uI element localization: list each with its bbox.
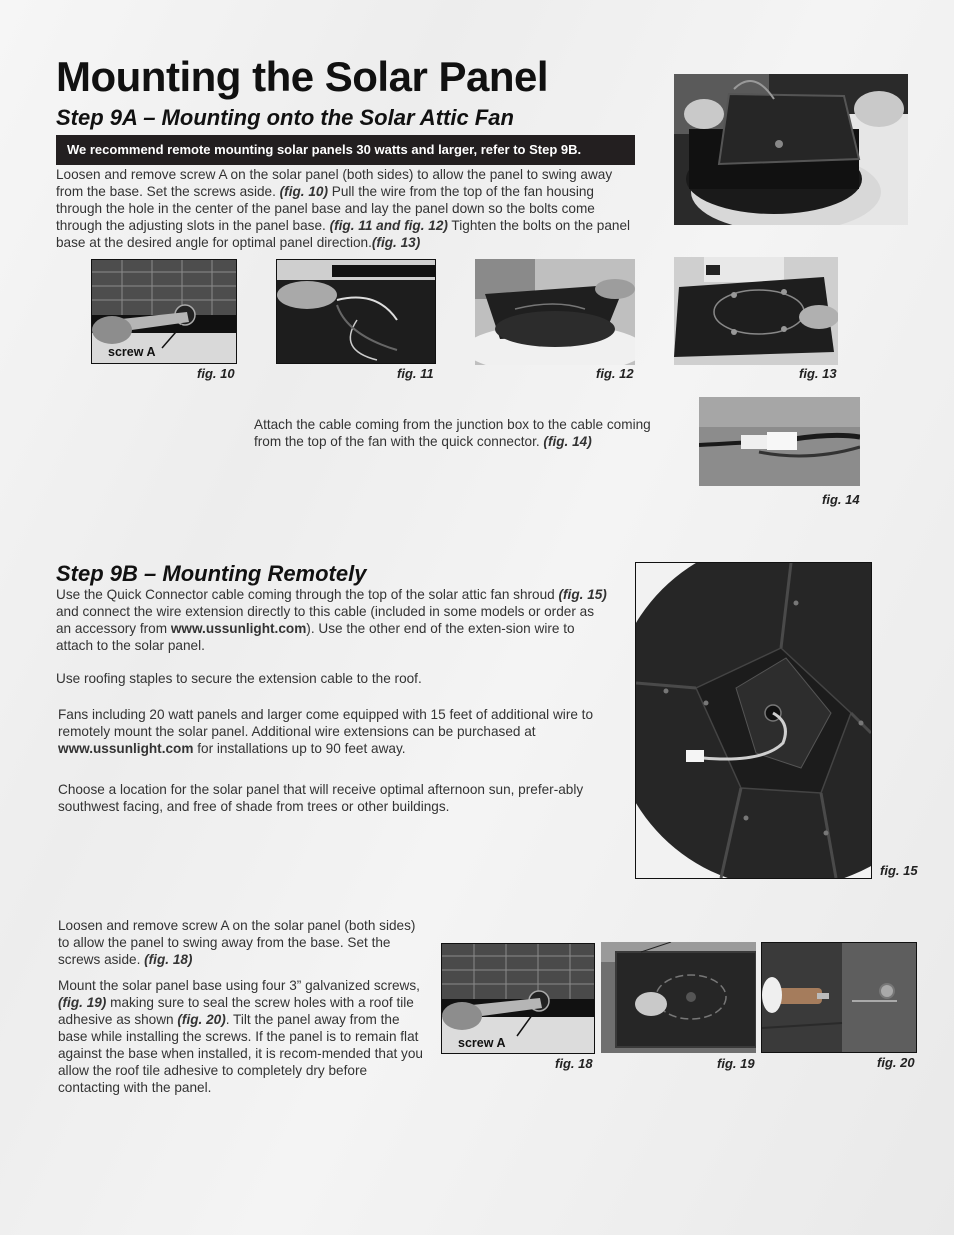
step-9a-instructions: Loosen and remove screw A on the solar panel (both sides) to allow the panel to swing away from the base. Set the screws aside. (fig. 10) Pull the wire from the top of the fan housing through the hole in the center of the panel base and lay the panel down so the bolts come through the adjusting slots in the panel base. (fig. 11 and fig. 12) Tighten the bolts on the panel base at the desired angle for optimal panel direction.(fig. 13) (56, 167, 631, 250)
mount-base-screws-illustration (601, 942, 756, 1053)
bottom-paragraph-1: Loosen and remove screw A on the solar panel (both sides) to allow the panel to swing away from the base. Set the screws aside. (fig. 18) (58, 918, 416, 967)
fig-ref: (fig. 20) (177, 1012, 226, 1027)
step-9a-heading: Step 9A – Mounting onto the Solar Attic Fan (56, 105, 514, 130)
fig-10-caption: fig. 10 (197, 366, 235, 381)
panel-base-illustration (475, 259, 635, 365)
fig-ref: (fig. 11 and fig. 12) (329, 218, 448, 233)
step-9b-heading: Step 9B – Mounting Remotely (56, 561, 367, 586)
fig-14-photo (699, 397, 860, 486)
quick-connector-instructions: Attach the cable coming from the junction box to the cable coming from the top of the fan with the quick connector. (fig. 14) (254, 417, 651, 449)
step-9b-paragraph-2: Use roofing staples to secure the extension cable to the roof. (56, 671, 422, 686)
fig-ref: (fig. 19) (58, 995, 107, 1010)
step-9b-paragraph-4: Choose a location for the solar panel that will receive optimal afternoon sun, prefer-ably southwest facing, and free of shade from trees or other buildings. (58, 782, 584, 814)
fig-19-photo (601, 942, 756, 1053)
fig-18-photo (441, 943, 595, 1054)
website-link[interactable]: www.ussunlight.com (58, 741, 194, 756)
screw-a-label: screw A (108, 345, 156, 359)
fig-10-photo (91, 259, 237, 364)
fig-15-caption: fig. 15 (880, 863, 918, 878)
screw-a-label: screw A (458, 1036, 506, 1050)
wire-pull-illustration (277, 260, 436, 364)
fig-11-photo (276, 259, 436, 364)
fan-housing-photo (674, 74, 908, 225)
fan-shroud-top-illustration (636, 563, 871, 878)
fig-ref: (fig. 18) (144, 952, 193, 967)
fig-20-photo (761, 942, 917, 1053)
step-9b-paragraph-3: Fans including 20 watt panels and larger come equipped with 15 feet of additional wire to remotely mount the solar panel. Additional wire extensions can be purchased at www.ussunlight.com for installations up to 90 feet away. (58, 707, 594, 756)
quick-connector-illustration (699, 397, 860, 486)
page-title: Mounting the Solar Panel (56, 53, 549, 100)
fig-15-photo (635, 562, 872, 879)
fig-12-caption: fig. 12 (596, 366, 634, 381)
fig-18-caption: fig. 18 (555, 1056, 593, 1071)
fig-14-caption: fig. 14 (822, 492, 860, 507)
fig-19-caption: fig. 19 (717, 1056, 755, 1071)
fig-ref: (fig. 15) (558, 587, 607, 602)
fig-20-caption: fig. 20 (877, 1055, 915, 1070)
fig-13-caption: fig. 13 (799, 366, 837, 381)
fig-ref: (fig. 10) (279, 184, 328, 199)
fig-12-photo (475, 259, 635, 365)
tighten-bolts-illustration (674, 257, 838, 365)
bottom-paragraph-2: Mount the solar panel base using four 3” galvanized screws, (fig. 19) making sure to seal the screw holes with a roof tile adhesive as shown (fig. 20). Tilt the panel away from the base while installing the screws. If the panel is to remain flat against the base when installed, it is recom-mended that you allow the roof tile adhesive to completely dry before contacting with the panel. (58, 978, 423, 1095)
fig-11-caption: fig. 11 (397, 366, 434, 381)
fig-ref: (fig. 13) (371, 235, 421, 250)
recommendation-banner: We recommend remote mounting solar panels 30 watts and larger, refer to Step 9B. (56, 135, 635, 165)
roof-adhesive-illustration (762, 943, 916, 1052)
fig-13-photo (674, 257, 838, 365)
step-9b-paragraph-1: Use the Quick Connector cable coming through the top of the solar attic fan shroud (fig. 15) and connect the wire extension directly to this cable (included in some models or order as an accessory from www.ussunlight.com). Use the other end of the exten-sion wire to attach to the solar panel. (56, 587, 607, 653)
website-link[interactable]: www.ussunlight.com (170, 621, 307, 636)
fan-housing-illustration (674, 74, 908, 225)
fig-ref: (fig. 14) (543, 434, 592, 449)
